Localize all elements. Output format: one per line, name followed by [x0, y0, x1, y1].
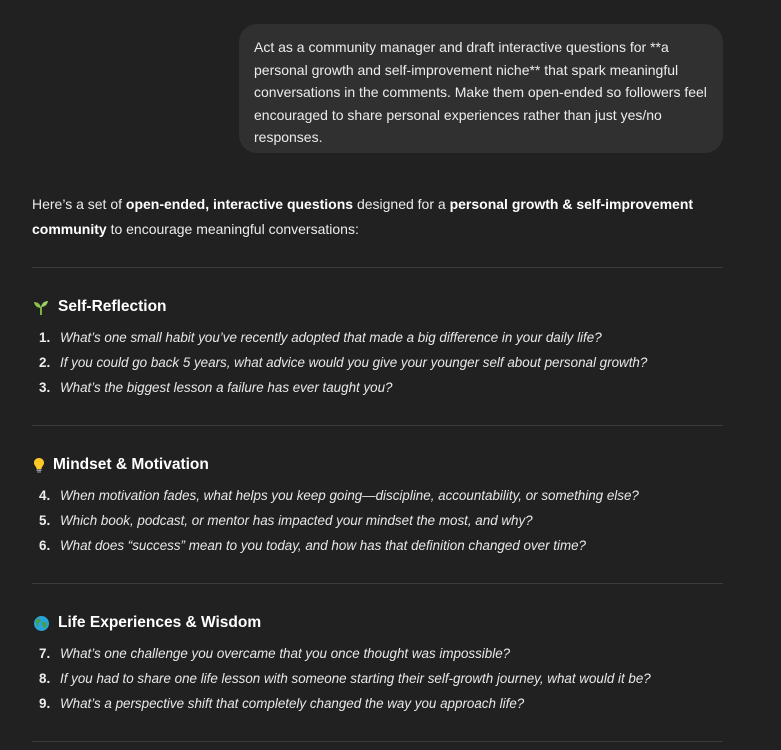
user-message-text: Act as a community manager and draft interactive questions for **a personal growth and self-improvement niche** that spark meaningful conversations in the comments. Make them open-ended so followers feel encouraged to share personal experiences rather than just yes/no responses.: [254, 39, 707, 145]
question-number: 9.: [39, 696, 51, 711]
question-text: What’s one challenge you overcame that you once thought was impossible?: [60, 646, 511, 661]
list-item: [32, 666, 724, 691]
question-text: If you could go back 5 years, what advice would you give your younger self about personal growth?: [60, 355, 648, 370]
response-intro: [32, 192, 724, 242]
section-heading: [32, 612, 724, 634]
user-message-bubble: [239, 24, 723, 153]
list-item: [32, 483, 724, 508]
question-text: What’s one small habit you’ve recently adopted that made a big difference in your daily life?: [60, 330, 602, 345]
section-title: Self-Reflection: [58, 298, 167, 315]
question-number: 5.: [39, 513, 51, 528]
section-divider: [32, 425, 723, 426]
intro-bold-text: personal growth & self-improvement community: [32, 196, 694, 237]
question-number: 2.: [39, 355, 51, 370]
intro-text: designed for a: [353, 196, 450, 212]
question-text: What does “success” mean to you today, and how has that definition changed over time?: [60, 538, 587, 553]
lightbulb-icon: [32, 456, 46, 474]
question-text: What’s the biggest lesson a failure has ever taught you?: [60, 380, 393, 395]
question-text: If you had to share one life lesson with someone starting their self-growth journey, what would it be?: [60, 671, 651, 686]
question-number: 1.: [39, 330, 51, 345]
question-number: 7.: [39, 646, 51, 661]
list-item: [32, 533, 724, 558]
list-item: [32, 641, 724, 666]
list-item: [32, 350, 724, 375]
section-divider: [32, 583, 723, 584]
list-item: [32, 325, 724, 350]
section-title: Mindset & Motivation: [53, 456, 209, 473]
question-list: [32, 641, 724, 716]
globe-icon: [32, 614, 50, 632]
section-title: Life Experiences & Wisdom: [58, 614, 262, 631]
question-number: 4.: [39, 488, 51, 503]
assistant-response: [32, 192, 724, 742]
question-number: 8.: [39, 671, 51, 686]
section-divider: [32, 267, 723, 268]
section-life-experiences: [32, 612, 724, 716]
question-number: 3.: [39, 380, 51, 395]
seedling-icon: [32, 298, 50, 316]
question-list: [32, 325, 724, 400]
question-text: When motivation fades, what helps you keep going—discipline, accountability, or something else?: [60, 488, 639, 503]
list-item: [32, 691, 724, 716]
section-self-reflection: [32, 296, 724, 400]
intro-text: Here’s a set of: [32, 196, 126, 212]
list-item: [32, 508, 724, 533]
question-number: 6.: [39, 538, 51, 553]
question-text: What’s a perspective shift that completely changed the way you approach life?: [60, 696, 525, 711]
section-mindset-motivation: [32, 454, 724, 558]
section-heading: [32, 296, 724, 318]
intro-text: to encourage meaningful conversations:: [106, 221, 359, 237]
section-divider: [32, 741, 723, 742]
question-text: Which book, podcast, or mentor has impacted your mindset the most, and why?: [60, 513, 533, 528]
intro-bold-text: open-ended, interactive questions: [125, 196, 354, 212]
list-item: [32, 375, 724, 400]
question-list: [32, 483, 724, 558]
section-heading: [32, 454, 724, 476]
